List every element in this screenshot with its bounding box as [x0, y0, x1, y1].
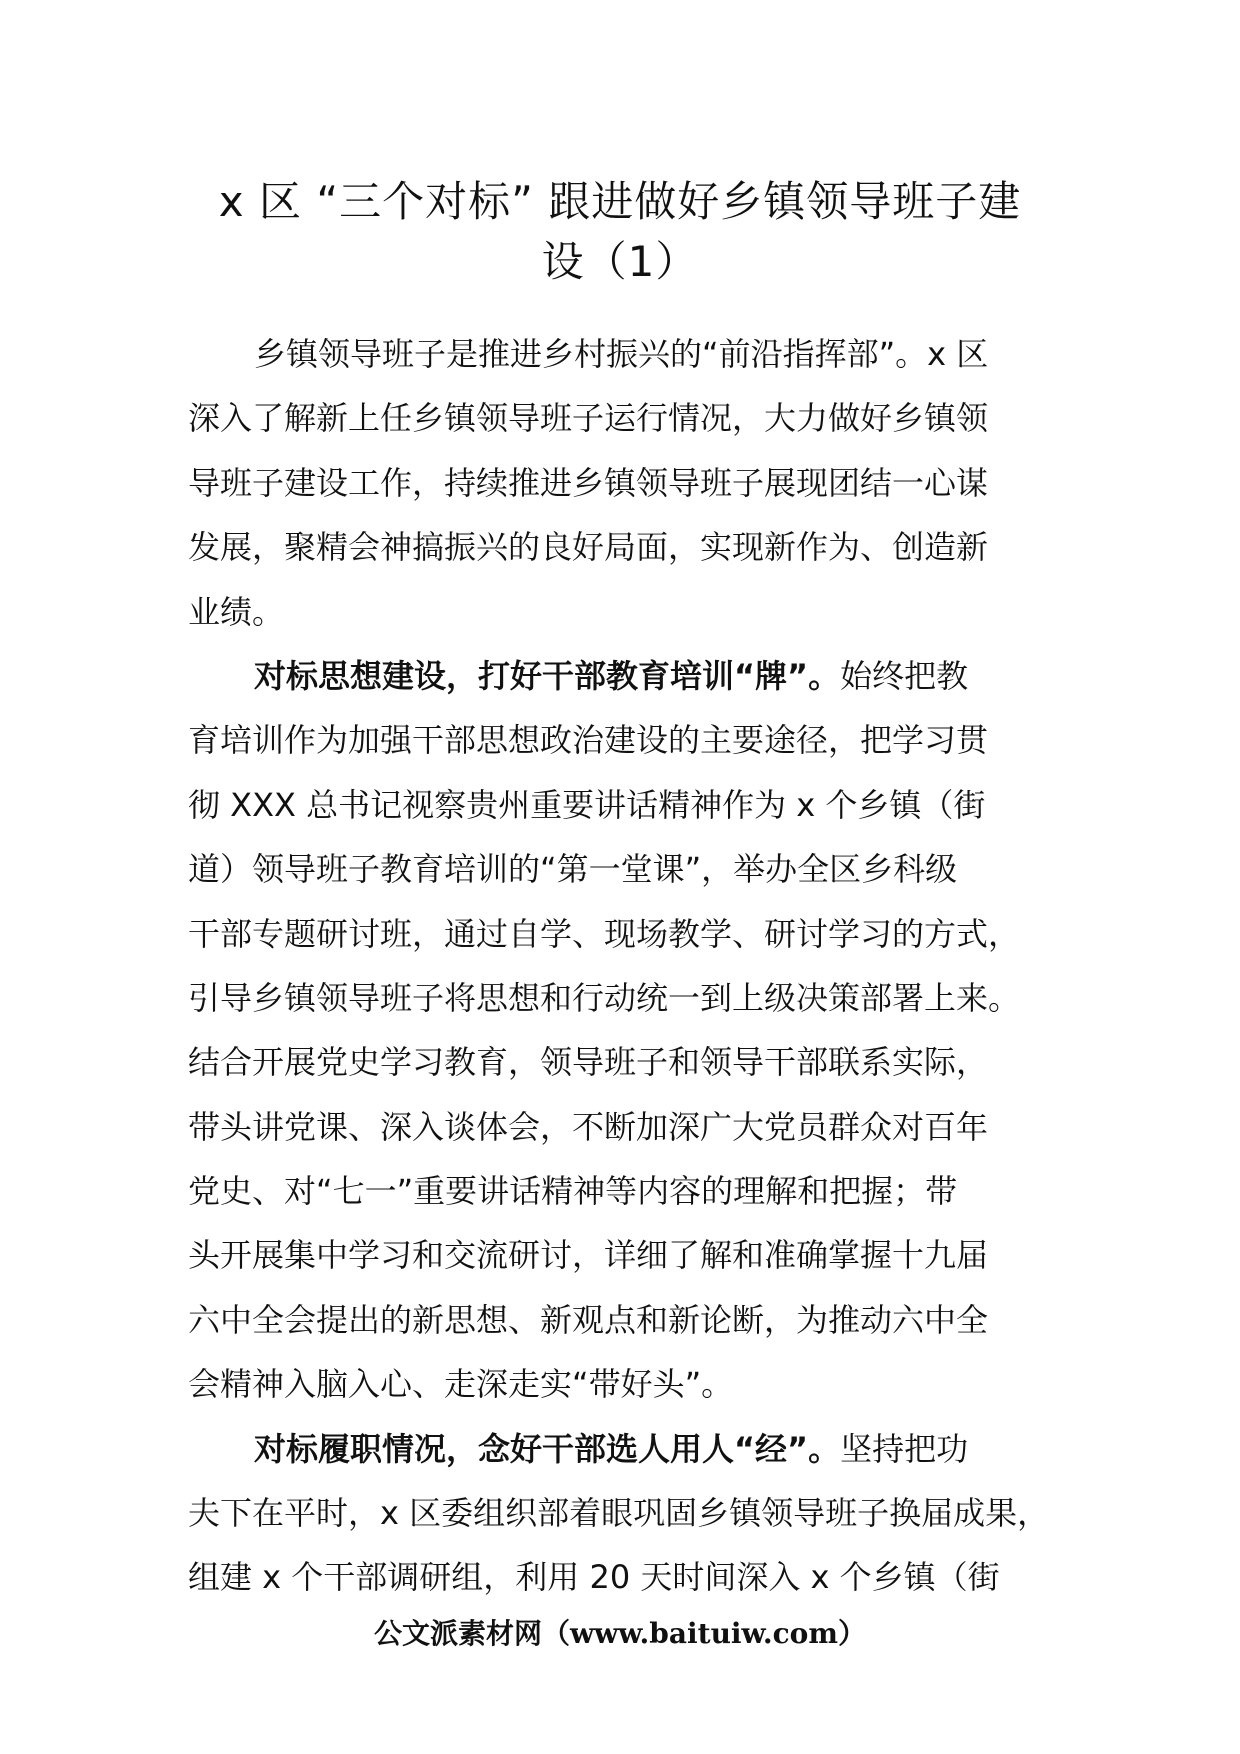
paragraph-line: 导班子建设工作，持续推进乡镇领导班子展现团结一心谋	[188, 463, 989, 502]
paragraph-line: 带头讲党课、深入谈体会，不断加深广大党员群众对百年	[188, 1107, 989, 1146]
footer-watermark: 公文派素材网（www.baituiw.com）	[374, 1617, 866, 1650]
section-heading: 对标履职情况，念好干部选人用人“经”。	[254, 1429, 841, 1468]
section-heading-continuation: 坚持把功	[840, 1429, 969, 1468]
paragraph-line: 深入了解新上任乡镇领导班子运行情况，大力做好乡镇领	[188, 399, 989, 438]
paragraph-line: 发展，聚精会神搞振兴的良好局面，实现新作为、创造新	[188, 528, 989, 567]
title-line-1: x 区 “三个对标” 跟进做好乡镇领导班子建	[218, 177, 1022, 226]
title-line-2: 设（1）	[541, 237, 699, 286]
section-paragraph-1	[188, 644, 1088, 1417]
paragraph-line: 干部专题研讨班，通过自学、现场教学、研讨学习的方式，	[188, 914, 1021, 953]
intro-paragraph	[188, 322, 1088, 644]
section-heading-continuation: 始终把教	[840, 656, 969, 695]
paragraph-line: 引导乡镇领导班子将思想和行动统一到上级决策部署上来。	[188, 978, 1021, 1017]
paragraph-line: 六中全会提出的新思想、新观点和新论断，为推动六中全	[188, 1300, 989, 1339]
paragraph-line: 结合开展党史学习教育，领导班子和领导干部联系实际，	[188, 1043, 989, 1082]
paragraph-line: 夫下在平时，x 区委组织部着眼巩固乡镇领导班子换届成果，	[188, 1494, 1050, 1533]
section-first-line	[188, 1417, 1088, 1481]
paragraph-line: 业绩。	[188, 592, 285, 631]
paragraph-line: 会精神入脑入心、走深走实“带好头”。	[188, 1365, 734, 1404]
paragraph-line: 党史、对“七一”重要讲话精神等内容的理解和把握；带	[188, 1172, 958, 1211]
paragraph-line: 乡镇领导班子是推进乡村振兴的“前沿指挥部”。x 区	[254, 335, 989, 373]
section-first-line	[188, 644, 1088, 708]
section-heading: 对标思想建设，打好干部教育培训“牌”。	[254, 656, 841, 695]
document-title	[150, 172, 1090, 292]
paragraph-line: 头开展集中学习和交流研讨，详细了解和准确掌握十九届	[188, 1236, 989, 1275]
section-paragraph-2	[188, 1417, 1088, 1610]
paragraph-line: 组建 x 个干部调研组，利用 20 天时间深入 x 个乡镇（街	[188, 1558, 1000, 1597]
paragraph-line: 彻 XXX 总书记视察贵州重要讲话精神作为 x 个乡镇（街	[188, 785, 986, 824]
paragraph-line: 道）领导班子教育培训的“第一堂课”，举办全区乡科级	[188, 850, 958, 889]
document-body	[188, 322, 1088, 1610]
paragraph-line: 育培训作为加强干部思想政治建设的主要途径，把学习贯	[188, 721, 989, 760]
